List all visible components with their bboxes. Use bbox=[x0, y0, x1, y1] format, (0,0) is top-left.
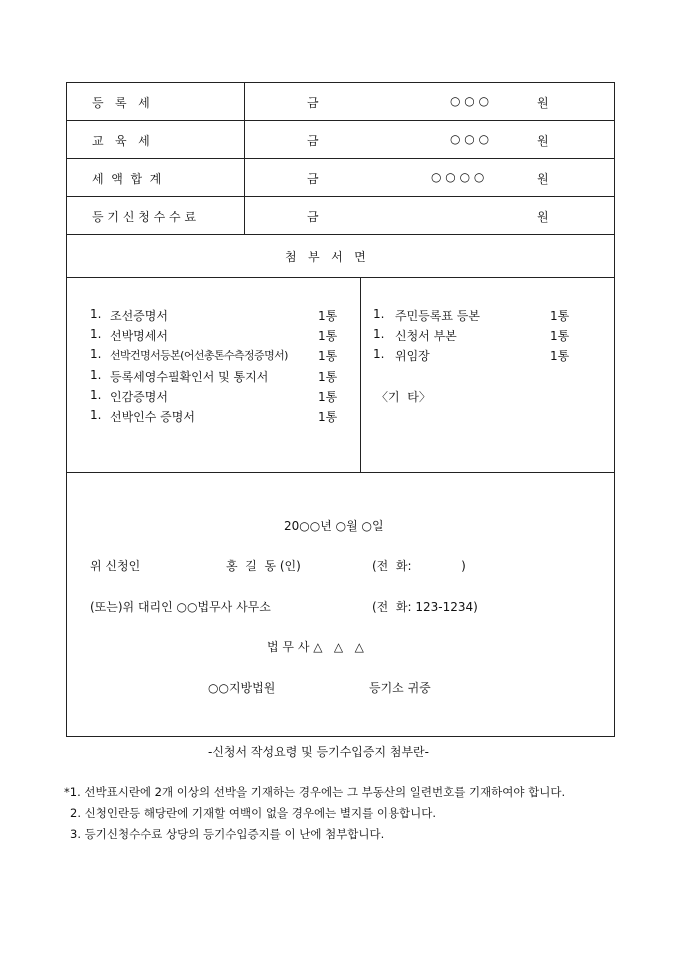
item-count: 1통 bbox=[550, 309, 570, 323]
agent-phone: (전 화: 123-1234) bbox=[372, 600, 478, 614]
item-count: 1통 bbox=[318, 329, 338, 343]
registry-office: 등기소 귀중 bbox=[369, 681, 431, 695]
item-number: 1. bbox=[90, 388, 102, 402]
divider bbox=[66, 196, 615, 197]
item-name: 등록세영수필확인서 및 통지서 bbox=[110, 370, 269, 384]
note-item: 3. 등기신청수수료 상당의 등기수입증지를 이 난에 첨부합니다. bbox=[70, 827, 385, 841]
agent-label: (또는)위 대리인 ○○법무사 사무소 bbox=[90, 600, 271, 614]
fee-label: 교 육 세 bbox=[92, 134, 150, 148]
fee-label: 세 액 합 계 bbox=[92, 172, 162, 186]
fee-prefix: 금 bbox=[307, 210, 319, 224]
list-item bbox=[90, 388, 338, 404]
list-item bbox=[90, 307, 338, 323]
list-item bbox=[90, 327, 338, 343]
item-name: 주민등록표 등본 bbox=[395, 309, 480, 323]
attachments-header: 첨 부 서 면 bbox=[285, 250, 366, 264]
item-number: 1. bbox=[90, 307, 102, 321]
item-count: 1통 bbox=[550, 329, 570, 343]
application-date: 20○○년 ○월 ○일 bbox=[284, 519, 384, 533]
item-number: 1. bbox=[90, 368, 102, 382]
list-item bbox=[373, 327, 570, 343]
item-name: 선박명세서 bbox=[110, 329, 168, 343]
fee-prefix: 금 bbox=[307, 134, 319, 148]
fee-amount: ○ ○ ○ bbox=[450, 132, 490, 146]
legal-scrivener: 법 무 사 △ △ △ bbox=[267, 640, 364, 654]
note-item: 2. 신청인란등 해당란에 기재할 여백이 없을 경우에는 별지를 이용합니다. bbox=[70, 806, 437, 820]
divider bbox=[66, 120, 615, 121]
fee-unit: 원 bbox=[537, 210, 549, 224]
item-count: 1통 bbox=[318, 370, 338, 384]
item-count: 1통 bbox=[318, 309, 338, 323]
item-number: 1. bbox=[90, 327, 102, 341]
item-name: 선박건명서등본(어선총톤수측정증명서) bbox=[110, 349, 288, 362]
item-number: 1. bbox=[373, 307, 385, 321]
item-name: 위임장 bbox=[395, 349, 430, 363]
list-item bbox=[373, 347, 570, 363]
item-count: 1통 bbox=[318, 390, 338, 404]
item-number: 1. bbox=[90, 347, 102, 361]
item-number: 1. bbox=[90, 408, 102, 422]
caption: -신청서 작성요령 및 등기수입증지 첨부란- bbox=[208, 745, 429, 759]
list-item bbox=[90, 368, 338, 384]
fee-unit: 원 bbox=[537, 96, 549, 110]
item-number: 1. bbox=[373, 347, 385, 361]
note-item: *1. 선박표시란에 2개 이상의 선박을 기재하는 경우에는 그 부동산의 일련번호를 기재하여야 합니다. bbox=[64, 785, 566, 799]
fee-unit: 원 bbox=[537, 134, 549, 148]
applicant-phone: (전 화: ) bbox=[372, 559, 466, 573]
item-count: 1통 bbox=[318, 349, 338, 363]
divider bbox=[244, 82, 245, 234]
divider bbox=[66, 158, 615, 159]
divider bbox=[66, 234, 615, 235]
item-name: 인감증명서 bbox=[110, 390, 168, 404]
item-name: 선박인수 증명서 bbox=[110, 410, 195, 424]
court-name: ○○지방법원 bbox=[208, 681, 276, 695]
list-item bbox=[90, 408, 338, 424]
item-count: 1통 bbox=[318, 410, 338, 424]
fee-label: 등 록 세 bbox=[92, 96, 150, 110]
fee-amount: ○ ○ ○ bbox=[450, 94, 490, 108]
list-item bbox=[373, 307, 570, 323]
list-item bbox=[90, 347, 338, 363]
fee-label: 등 기 신 청 수 수 료 bbox=[92, 210, 197, 224]
fee-unit: 원 bbox=[537, 172, 549, 186]
fee-amount: ○ ○ ○ ○ bbox=[431, 170, 485, 184]
fee-prefix: 금 bbox=[307, 96, 319, 110]
item-number: 1. bbox=[373, 327, 385, 341]
fee-prefix: 금 bbox=[307, 172, 319, 186]
divider bbox=[66, 472, 615, 473]
item-count: 1통 bbox=[550, 349, 570, 363]
other-label: 〈기 타〉 bbox=[376, 390, 431, 404]
item-name: 조선증명서 bbox=[110, 309, 168, 323]
divider bbox=[66, 277, 615, 278]
item-name: 신청서 부본 bbox=[395, 329, 457, 343]
applicant-name: 홍 길 동 (인) bbox=[226, 559, 301, 573]
divider bbox=[360, 277, 361, 472]
applicant-label: 위 신청인 bbox=[90, 559, 141, 573]
